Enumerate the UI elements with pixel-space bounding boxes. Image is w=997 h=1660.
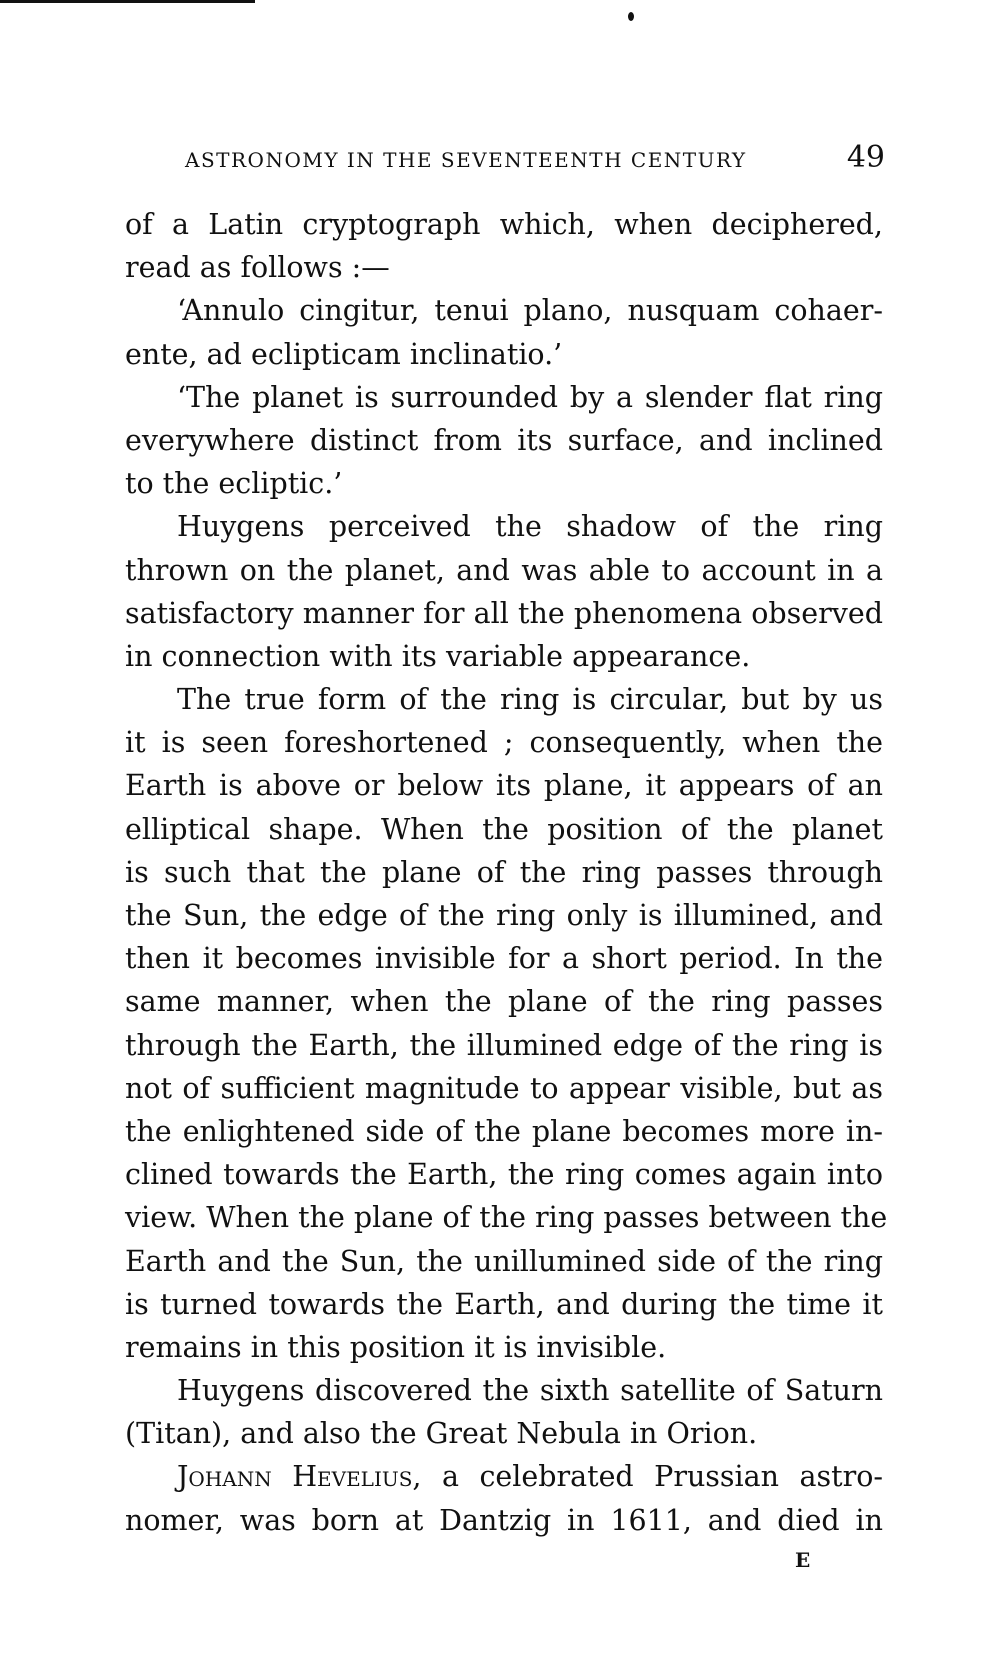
text-line: [125, 333, 883, 376]
text-line: [125, 1153, 883, 1196]
text-line: [125, 1110, 883, 1153]
ink-speck: [628, 12, 634, 21]
text-line: [125, 462, 883, 505]
text-line: [125, 937, 883, 980]
text-line: [125, 851, 883, 894]
line-text: Huygens perceived the shadow of the ring: [177, 510, 883, 544]
line-text: The true form of the ring is circular, but by us: [177, 683, 883, 717]
text-line: [125, 289, 883, 332]
text-line: [125, 1412, 883, 1455]
line-text: Earth is above or below its plane, it appears of an: [125, 769, 883, 803]
line-text: it is seen foreshortened ; consequently, when the: [125, 726, 883, 760]
text-line: [125, 505, 883, 548]
line-text: through the Earth, the illumined edge of the ring is: [125, 1028, 883, 1062]
text-line: [125, 549, 883, 592]
text-line: [125, 376, 883, 419]
text-line: [125, 721, 883, 764]
text-line: [125, 678, 883, 721]
text-line: [125, 1499, 883, 1542]
running-title: ASTRONOMY IN THE SEVENTEENTH CENTURY: [185, 148, 747, 172]
line-text: the enlightened side of the plane becomes more in-: [125, 1114, 883, 1148]
text-line: [125, 1024, 883, 1067]
text-line: [125, 808, 883, 851]
text-line: [125, 246, 883, 289]
line-text: ente, ad eclipticam inclinatio.’: [125, 337, 563, 371]
signature-mark: E: [795, 1548, 811, 1572]
line-text: thrown on the planet, and was able to account in a: [125, 553, 883, 587]
line-text: satisfactory manner for all the phenomena observed: [125, 596, 883, 630]
text-line: [125, 1067, 883, 1110]
text-line: [125, 1369, 883, 1412]
line-text: nomer, was born at Dantzig in 1611, and died in: [125, 1503, 883, 1537]
text-line: [125, 592, 883, 635]
line-text: remains in this position it is invisible.: [125, 1330, 667, 1364]
line-text: is such that the plane of the ring passes through: [125, 855, 883, 889]
line-text: Huygens discovered the sixth satellite of Saturn: [177, 1374, 883, 1408]
line-text: in connection with its variable appearance.: [125, 639, 751, 673]
line-text: not of sufficient magnitude to appear visible, but as: [125, 1071, 883, 1105]
scan-edge-rule: [0, 0, 255, 3]
small-caps-name: Johann Hevelius,: [177, 1460, 422, 1494]
text-line: [125, 1455, 883, 1498]
line-text: a celebrated Prussian astro-: [441, 1460, 883, 1494]
text-line: [125, 980, 883, 1023]
line-text: ‘Annulo cingitur, tenui plano, nusquam cohaer-: [177, 294, 883, 328]
line-text: elliptical shape. When the position of the planet: [125, 812, 883, 846]
page-number: 49: [846, 140, 885, 175]
text-line: [125, 1283, 883, 1326]
running-header: [185, 140, 885, 175]
line-text: to the ecliptic.’: [125, 467, 343, 501]
line-text: read as follows :—: [125, 251, 390, 285]
line-text: view. When the plane of the ring passes between the: [125, 1201, 888, 1235]
line-text: of a Latin cryptograph which, when deciphered,: [125, 208, 883, 241]
body-text: [125, 203, 888, 1542]
line-text: is turned towards the Earth, and during the time it: [125, 1287, 883, 1321]
text-line: [125, 1240, 883, 1283]
text-line: [125, 1326, 883, 1369]
text-line: [125, 764, 883, 807]
line-text: then it becomes invisible for a short period. In the: [125, 942, 883, 976]
line-text: clined towards the Earth, the ring comes again into: [125, 1158, 883, 1192]
line-text: Earth and the Sun, the unillumined side of the ring: [125, 1244, 883, 1278]
line-text: (Titan), and also the Great Nebula in Orion.: [125, 1417, 758, 1451]
line-text: same manner, when the plane of the ring passes: [125, 985, 883, 1019]
line-text: the Sun, the edge of the ring only is illumined, and: [125, 899, 883, 932]
text-line: [125, 419, 883, 462]
text-line: [125, 894, 883, 937]
text-line: [125, 203, 883, 246]
text-line: [125, 635, 883, 678]
line-text: ‘The planet is surrounded by a slender flat ring: [177, 380, 883, 414]
line-text: everywhere distinct from its surface, and inclined: [125, 423, 883, 457]
text-line: [125, 1196, 888, 1239]
